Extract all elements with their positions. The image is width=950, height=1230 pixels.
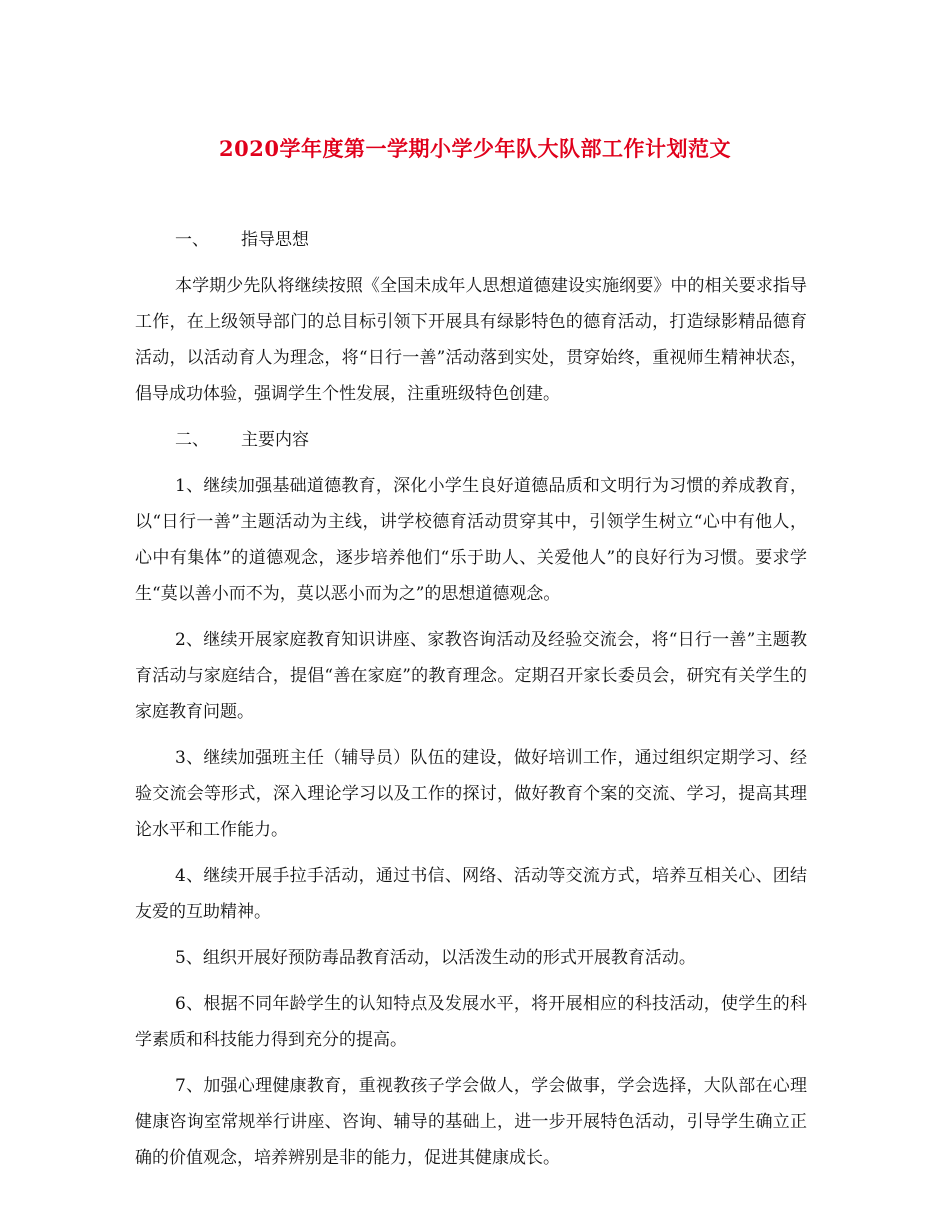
document-body — [135, 222, 807, 1176]
section-heading-text: 主要内容 — [241, 430, 309, 450]
paragraph: 本学期少先队将继续按照《全国未成年人思想道德建设实施纲要》中的相关要求指导工作，在上级领导部门的总目标引领下开展具有绿影特色的德育活动，打造绿影精品德育活动，以活动育人为理念，将“日行一善”活动落到实处，贯穿始终，重视师生精神状态，倡导成功体验，强调学生个性发展，注重班级特色创建。 — [135, 276, 807, 404]
document-title: 2020学年度第一学期小学少年队大队部工作计划范文 — [219, 136, 731, 161]
section-number: 二、 — [175, 430, 209, 450]
list-item: 7、加强心理健康教育，重视教孩子学会做人，学会做事，学会选择，大队部在心理健康咨询室常规举行讲座、咨询、辅导的基础上，进一步开展特色活动，引导学生确立正确的价值观念，培养辨别是非的能力，促进其健康成长。 — [135, 1076, 807, 1168]
list-item: 1、继续加强基础道德教育，深化小学生良好道德品质和文明行为习惯的养成教育，以“日行一善”主题活动为主线，讲学校德育活动贯穿其中，引领学生树立“心中有他人，心中有集体”的道德观念，逐步培养他们“乐于助人、关爱他人”的良好行为习惯。要求学生“莫以善小而不为，莫以恶小而为之”的思想道德观念。 — [135, 476, 807, 604]
list-item: 5、组织开展好预防毒品教育活动，以活泼生动的形式开展教育活动。 — [175, 948, 696, 968]
section-heading-guiding-ideology — [135, 222, 807, 258]
list-item: 3、继续加强班主任（辅导员）队伍的建设，做好培训工作，通过组织定期学习、经验交流会等形式，深入理论学习以及工作的探讨，做好教育个案的交流、学习，提高其理论水平和工作能力。 — [135, 748, 807, 840]
list-item: 6、根据不同年龄学生的认知特点及发展水平，将开展相应的科技活动，使学生的科学素质和科技能力得到充分的提高。 — [135, 994, 807, 1050]
list-item: 4、继续开展手拉手活动，通过书信、网络、活动等交流方式，培养互相关心、团结友爱的互助精神。 — [135, 866, 807, 922]
section-heading-text: 指导思想 — [241, 230, 309, 250]
list-item: 2、继续开展家庭教育知识讲座、家教咨询活动及经验交流会，将“日行一善”主题教育活动与家庭结合，提倡“善在家庭”的教育理念。定期召开家长委员会，研究有关学生的家庭教育问题。 — [135, 630, 807, 722]
section-heading-main-content — [135, 422, 807, 458]
section-number: 一、 — [175, 230, 209, 250]
